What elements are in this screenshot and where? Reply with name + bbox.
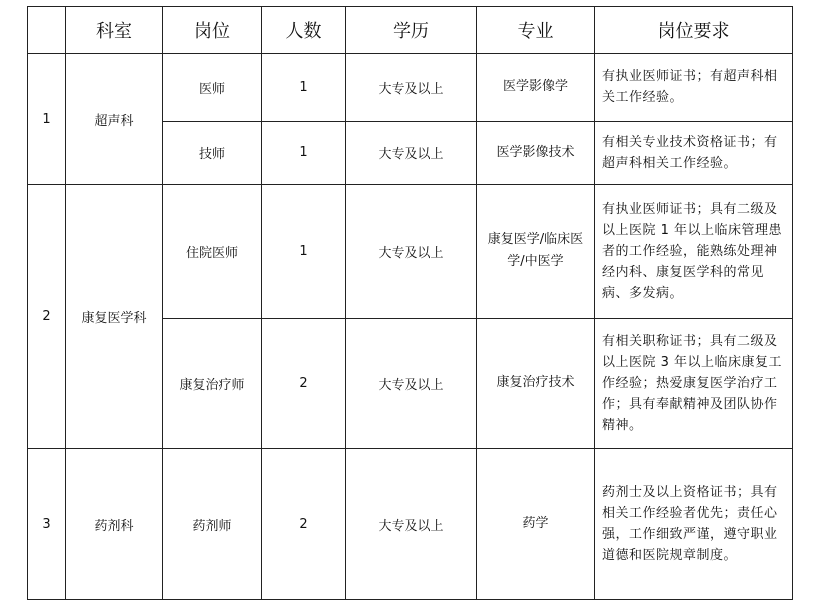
position-cell: 技师 <box>163 121 262 184</box>
header-count: 人数 <box>262 7 346 54</box>
row-number: 2 <box>28 184 66 448</box>
requirements-cell: 有相关职称证书；具有二级及以上医院 3 年以上临床康复工作经验；热爱康复医学治疗工作；具有奉献精神及团队协作精神。 <box>595 318 793 449</box>
education-cell: 大专及以上 <box>346 121 477 184</box>
header-major: 专业 <box>477 7 595 54</box>
count-cell: 1 <box>262 54 346 121</box>
table-row <box>28 54 793 121</box>
requirements-cell: 有执业医师证书；有超声科相关工作经验。 <box>595 54 793 121</box>
count-cell: 1 <box>262 184 346 318</box>
position-cell: 住院医师 <box>163 184 262 318</box>
department-cell: 超声科 <box>66 54 163 185</box>
count-cell: 1 <box>262 121 346 184</box>
department-cell: 康复医学科 <box>66 184 163 448</box>
major-cell: 医学影像学 <box>477 54 595 121</box>
header-position: 岗位 <box>163 7 262 54</box>
requirements-cell: 药剂士及以上资格证书；具有相关工作经验者优先；责任心强，工作细致严谨，遵守职业道德和医院规章制度。 <box>595 449 793 600</box>
header-requirements: 岗位要求 <box>595 7 793 54</box>
major-cell: 康复治疗技术 <box>477 318 595 449</box>
recruitment-table <box>27 6 793 600</box>
requirements-cell: 有执业医师证书；具有二级及以上医院 1 年以上临床管理患者的工作经验，能熟练处理神经内科、康复医学科的常见病、多发病。 <box>595 184 793 318</box>
education-cell: 大专及以上 <box>346 184 477 318</box>
major-cell: 康复医学/临床医学/中医学 <box>477 184 595 318</box>
major-cell: 药学 <box>477 449 595 600</box>
row-number: 3 <box>28 449 66 600</box>
table-row <box>28 184 793 318</box>
table-header-row <box>28 7 793 54</box>
table-row <box>28 449 793 600</box>
position-cell: 药剂师 <box>163 449 262 600</box>
education-cell: 大专及以上 <box>346 54 477 121</box>
count-cell: 2 <box>262 318 346 449</box>
education-cell: 大专及以上 <box>346 318 477 449</box>
header-education: 学历 <box>346 7 477 54</box>
department-cell: 药剂科 <box>66 449 163 600</box>
position-cell: 康复治疗师 <box>163 318 262 449</box>
education-cell: 大专及以上 <box>346 449 477 600</box>
requirements-cell: 有相关专业技术资格证书；有超声科相关工作经验。 <box>595 121 793 184</box>
count-cell: 2 <box>262 449 346 600</box>
position-cell: 医师 <box>163 54 262 121</box>
row-number: 1 <box>28 54 66 185</box>
header-department: 科室 <box>66 7 163 54</box>
major-cell: 医学影像技术 <box>477 121 595 184</box>
header-index <box>28 7 66 54</box>
